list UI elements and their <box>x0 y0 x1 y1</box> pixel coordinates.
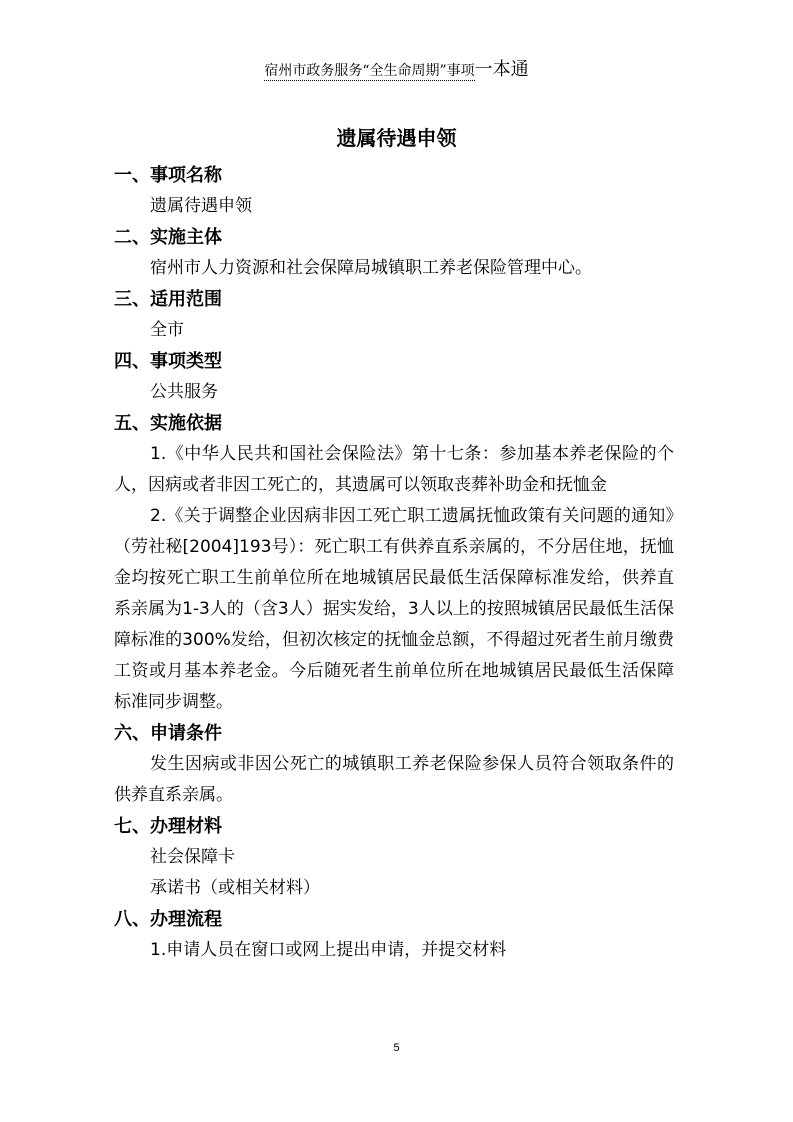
running-header <box>0 60 793 81</box>
section-heading-item-type: 四、事项类型 <box>114 351 222 372</box>
legal-basis-paragraph-2: 2.《关于调整企业因病非因工死亡职工遗属抚恤政策有关问题的通知》（劳社秘[2004]193号）：死亡职工有供养直系亲属的，不分居住地，抚恤金均按死亡职工生前单位所在地城镇居民最低生活保障标准发给，供养直系亲属为1-3人的（含3人）据实发给，3人以上的按照城镇居民最低生活保障标准的300%发给，但初次核定的抚恤金总额，不得超过死者生前月缴费工资或月基本养老金。今后随死者生前单位所在地城镇居民最低生活保障标准同步调整。 <box>114 506 674 712</box>
document-title: 遗属待遇申领 <box>336 126 457 150</box>
conditions-text: 发生因病或非因公死亡的城镇职工养老保险参保人员符合领取条件的供养直系亲属。 <box>114 754 674 805</box>
page-number: 5 <box>393 1042 400 1054</box>
section-heading-conditions: 六、申请条件 <box>114 723 222 744</box>
scope-text: 全市 <box>150 320 184 340</box>
section-heading-legal-basis: 五、实施依据 <box>114 413 222 434</box>
section-heading-implementing-body: 二、实施主体 <box>114 227 222 248</box>
implementing-body-text: 宿州市人力资源和社会保障局城镇职工养老保险管理中心。 <box>150 258 592 278</box>
header-text-tail: 一本通 <box>474 59 529 80</box>
section-heading-materials: 七、办理材料 <box>114 816 222 837</box>
section-heading-item-name: 一、事项名称 <box>114 165 222 186</box>
document-body <box>114 160 674 966</box>
section-heading-process: 八、办理流程 <box>114 909 222 930</box>
materials-item: 承诺书（或相关材料） <box>150 878 320 898</box>
legal-basis-paragraph-1: 1.《中华人民共和国社会保险法》第十七条：参加基本养老保险的个人，因病或者非因工死亡的，其遗属可以领取丧葬补助金和抚恤金 <box>114 444 674 495</box>
process-step: 1.申请人员在窗口或网上提出申请，并提交材料 <box>150 940 507 960</box>
header-text: 宿州市政务服务“全生命周期”事项 <box>264 63 475 79</box>
item-type-text: 公共服务 <box>150 382 218 402</box>
section-heading-scope: 三、适用范围 <box>114 289 222 310</box>
materials-item: 社会保障卡 <box>150 847 235 867</box>
item-name-text: 遗属待遇申领 <box>150 196 252 216</box>
